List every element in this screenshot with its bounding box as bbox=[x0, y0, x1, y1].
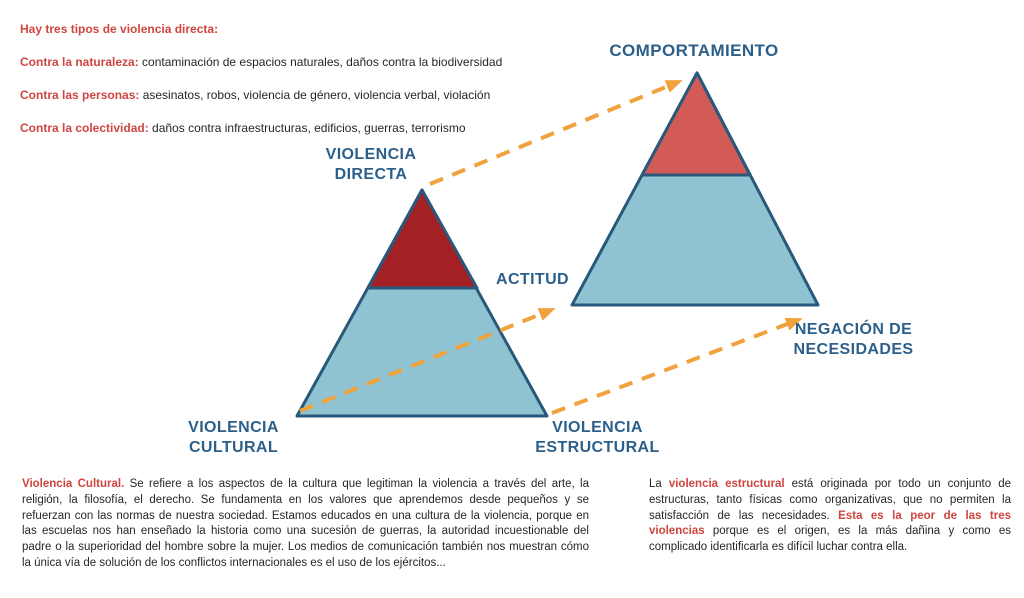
label-violencia-cultural: VIOLENCIA CULTURAL bbox=[188, 419, 279, 456]
label-comportamiento: COMPORTAMIENTO bbox=[609, 41, 779, 60]
intro-label-colectividad: Contra la colectividad: bbox=[20, 121, 149, 135]
intro-label-personas: Contra las personas: bbox=[20, 88, 140, 102]
paragraph-violencia-cultural bbox=[22, 477, 589, 572]
label-violencia-directa: VIOLENCIA DIRECTA bbox=[325, 146, 417, 183]
label-actitud: ACTITUD bbox=[496, 271, 570, 288]
paragraph-estructural-highlight-1: violencia estructural bbox=[668, 478, 785, 490]
intro-text-colectividad: daños contra infraestructuras, edificios, guerras, terrorismo bbox=[148, 121, 466, 135]
paragraph-estructural-highlight-2: Esta es la peor de las tres violencias bbox=[649, 509, 1011, 538]
arrow-directa-to-comportamiento bbox=[430, 82, 678, 184]
paragraph-cultural-body: Se refiere a los aspectos de la cultura que legitiman la violencia a través del arte, la religión, la filosofía, el derecho. Se fundamenta en los valores que aprendemos desde pequeños y se refuerzan con las normas de nuestra sociedad. Estamos educados en una cultura de la violencia, porque en las escuelas nos han enseñado la historia como una sucesión de guerras, la autoridad incuestionable del padre o la superioridad del hombre sobre la mujer. Los medios de comunicación también nos muestran cómo la única vía de solución de los conflictos internacionales es el uso de los ejércitos... bbox=[22, 478, 589, 569]
paragraph-cultural-lead: Violencia Cultural. bbox=[22, 478, 125, 490]
intro-text-personas: asesinatos, robos, violencia de género, violencia verbal, violación bbox=[139, 88, 491, 102]
intro-heading: Hay tres tipos de violencia directa: bbox=[20, 22, 219, 36]
arrow-estructural-to-negacion bbox=[552, 320, 798, 413]
label-violencia-estructural: VIOLENCIA ESTRUCTURAL bbox=[535, 419, 660, 456]
intro-label-naturaleza: Contra la naturaleza: bbox=[20, 55, 139, 69]
paragraph-violencia-estructural: La violencia estructural está originada por todo un conjunto de estructuras, tanto físicas como organizativas, que no permiten la satisfacción de las necesidades. Esta es la peor de las tres violencias porque es el origen, es la más dañina y como es complicado identificarla es difícil luchar contra ella. bbox=[649, 478, 1011, 554]
intro-text-naturaleza: contaminación de espacios naturales, daños contra la biodiversidad bbox=[138, 55, 503, 69]
label-negacion-de-necesidades: NEGACIÓN DE NECESIDADES bbox=[793, 321, 914, 358]
left-pyramid-top-section bbox=[368, 190, 477, 288]
